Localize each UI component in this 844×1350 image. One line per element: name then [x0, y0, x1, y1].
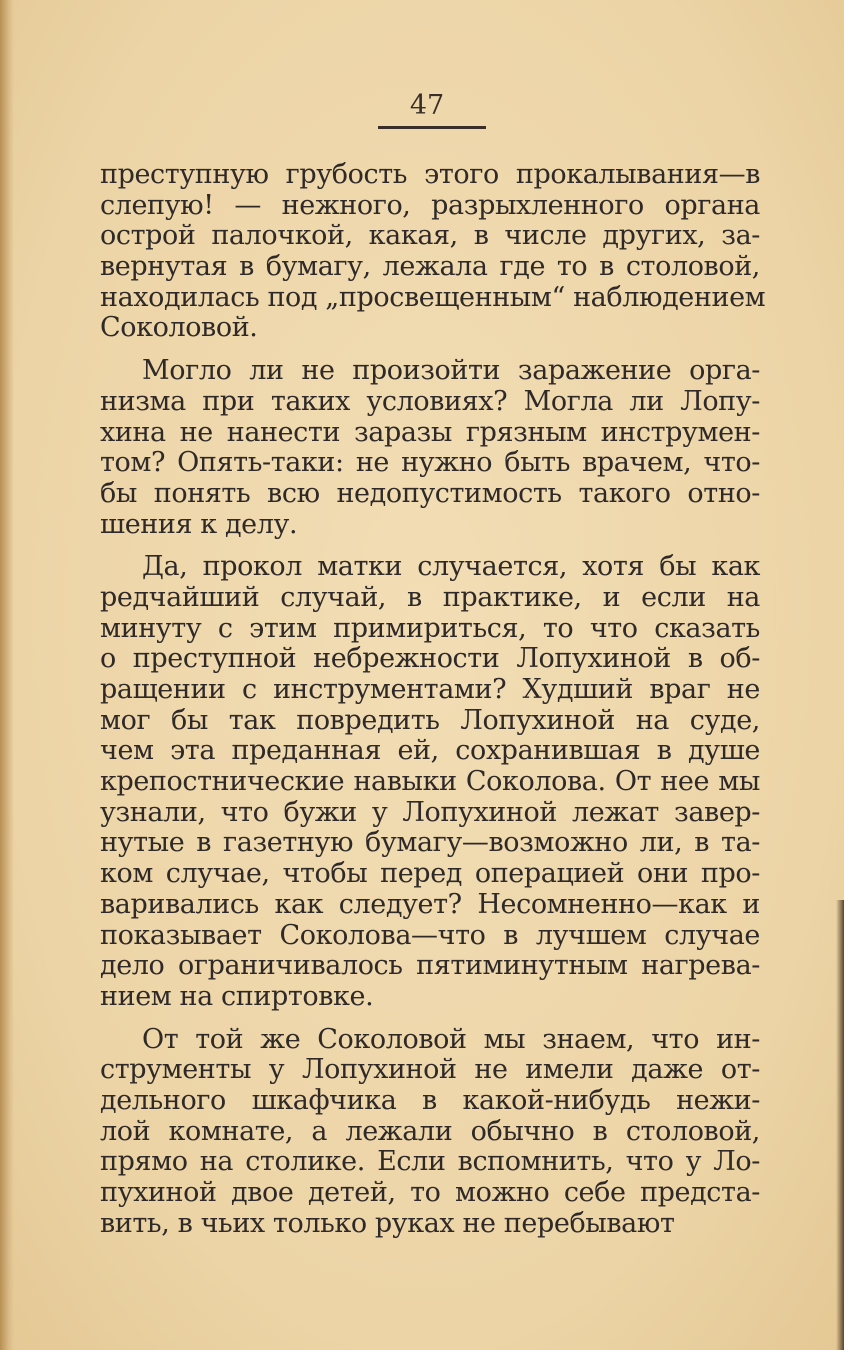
text-line: ращении с инструментами? Худший враг не [100, 674, 760, 705]
text-line: низма при таких условиях? Могла ли Лопу- [100, 385, 760, 417]
text-line: показывает Соколова—что в лучшем случае [100, 919, 760, 951]
text-line: о преступной небрежности Лопухиной в об- [100, 643, 760, 675]
text-line: пухиной двое детей, то можно себе предста- [100, 1177, 760, 1208]
text-line: нием на спиртовке. [100, 980, 374, 1012]
text-line: вернутая в бумагу, лежала где то в столовой, [100, 251, 760, 283]
text-line: Могло ли не произойти заражение орга- [142, 355, 760, 387]
paragraph [100, 552, 760, 1012]
page-number: 47 [409, 90, 445, 121]
text-line: том? Опять-таки: не нужно быть врачем, что- [100, 447, 760, 479]
paragraph [100, 1025, 760, 1240]
text-line: Соколовой. [100, 312, 258, 344]
text-line: слепую! — нежного, разрыхленного органа [100, 189, 760, 221]
text-line: редчайший случай, в практике, и если на [100, 581, 760, 613]
text-line: нутые в газетную бумагу—возможно ли, в та- [100, 827, 760, 859]
text-line: мог бы так повредить Лопухиной на суде, [100, 704, 760, 736]
text-line: От той же Соколовой мы знаем, что ин- [142, 1023, 760, 1055]
text-line: лой комнате, а лежали обычно в столовой, [100, 1115, 760, 1147]
text-line: Да, прокол матки случается, хотя бы как [142, 551, 760, 583]
body-text [100, 159, 766, 1239]
text-line: находилась под „просвещенным“ наблюдением [100, 281, 766, 313]
page-spine-shadow [0, 0, 14, 1350]
paragraph-gap [100, 1013, 760, 1025]
text-line: чем эта преданная ей, сохранившая в душе [100, 735, 760, 767]
text-line: вить, в чьих только руках не перебывают [100, 1207, 675, 1239]
text-line: преступную грубость этого прокалывания—в [100, 159, 760, 190]
paragraph [100, 159, 766, 344]
page-edge-shadow [836, 900, 844, 1350]
text-line: варивались как следует? Несомненно—как и [100, 888, 760, 920]
text-line: дельного шкафчика в какой-нибудь нежи- [100, 1084, 760, 1116]
text-line: дело ограничивалось пятиминутным нагрева- [100, 950, 760, 982]
text-line: минуту с этим примириться, то что сказать [100, 612, 760, 644]
header-rule [378, 126, 486, 129]
text-line: острой палочкой, какая, в числе других, за- [100, 220, 760, 252]
text-line: шения к делу. [100, 508, 298, 540]
text-line: крепостнические навыки Соколова. От нее мы [100, 766, 760, 798]
text-line: узнали, что бужи у Лопухиной лежат завер- [100, 796, 760, 828]
text-line: хина не нанести заразы грязным инструмен- [100, 416, 760, 448]
text-line: бы понять всю недопустимость такого отно- [100, 477, 760, 509]
text-line: прямо на столике. Если вспомнить, что у Ло- [100, 1146, 760, 1178]
paragraph [100, 356, 760, 540]
text-line: ком случае, чтобы перед операцией они про- [100, 858, 760, 890]
text-line: струменты у Лопухиной не имели даже от- [100, 1054, 760, 1086]
